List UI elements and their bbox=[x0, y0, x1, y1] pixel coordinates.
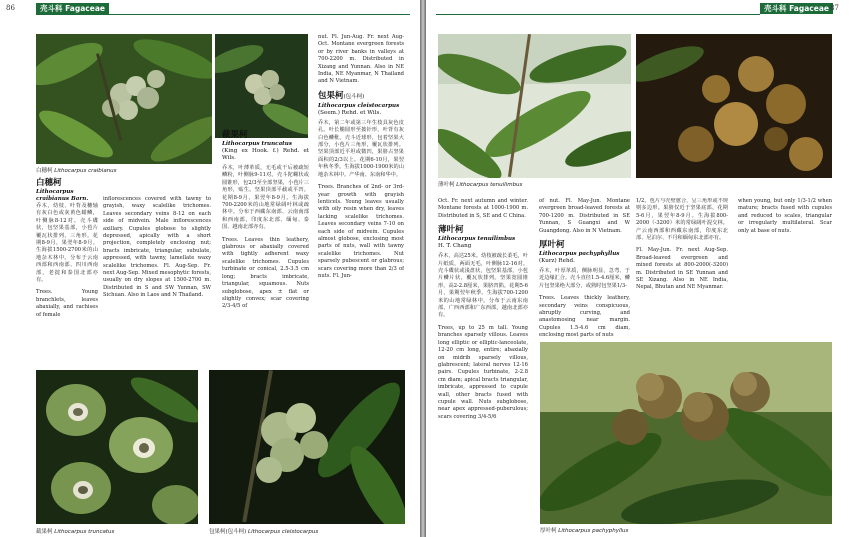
species-entry-pachyphyllus bbox=[539, 198, 630, 338]
description-chinese: 乔木，第二年或第三年生枝具灰色皮孔。叶长椭圆形至披针形，叶背有灰白色鳞秕。壳斗近球形，包着坚果大部分，小苞片三角形，覆瓦状排列。坚果顶部近平坦或微凹，果脐占坚果面积的2/3以上。花期6-10月，果翌年秋冬季。生海拔1000-1900米的山地杂木林中。产华南、东南和华中。 bbox=[318, 119, 404, 178]
photo-lithocarpus-pachyphyllus bbox=[540, 342, 832, 524]
right-page bbox=[426, 0, 849, 537]
species-latin-name: Lithocarpus pachyphyllus bbox=[539, 251, 620, 258]
running-header: 壳斗科 Fagaceae bbox=[36, 3, 109, 14]
description-english: Trees, up to 25 m tall. Young branches sparsely villous. Leaves long elliptic or elliptic-lanceolate, 12-20 cm long, entire; abaxially on midrib sparsely villous, glabrescent; lateral nerves 12-16 pairs. Cupules turbinate, 2-2.8 cm diam; apical bracts triangular, imbricate, appressed to cupule wall, other bracts fused with cupule wall. Nuts subglobose, near apex appressed-puberulous; scars covering 3/4-5/6 bbox=[438, 324, 528, 420]
text-column-4 bbox=[738, 198, 832, 338]
species-author: (Kurz) Rehd. bbox=[539, 258, 575, 265]
species-entry-truncatus bbox=[222, 126, 309, 366]
description-chinese: 乔木，幼枝、叶背及穗轴有灰白色或灰黄色蜡鳞，叶侧脉8-12对。壳斗碟状，包坚果基部，小苞片覆瓦状排列，三角形。花期8-9月，果翌年8-9月。生海拔1500-2700米的山地杂木林中。分布于云南西部和西南部、四川西南部，老挝和泰国北部亦有。 bbox=[36, 203, 98, 284]
species-latin-name: Lithocarpus cleistocarpus bbox=[318, 102, 400, 109]
photo-lithocarpus-cleistocarpus bbox=[209, 370, 405, 524]
photo-lithocarpus-craibianus-2 bbox=[215, 34, 308, 138]
species-chinese-name: 截果柯 bbox=[222, 130, 248, 140]
description-english: inflorescences covered with tawny to grayish, waxy scalelike trichomes. Leaves secondary veins 8-12 on each side of midvein. Male inflorescences axillary. Cupules globose to slightly depressed, apically with a short projection, completely enclosing nut; bracts imbricate, triangular, subulate, appressed, with tawny, lamellate waxy scalelike trichomes. Fl. Aug-Sep. Fr. next Aug-Sep. Mixed mesophytic forests, usually on dry slopes at 1500-2700 m. Distributed in S and SW Yunnan, SW Sichuan. Also in Laos and N Thailand. bbox=[103, 196, 211, 299]
species-chinese-name: 包果柯(包斗柯) bbox=[318, 90, 365, 101]
header-rule bbox=[436, 14, 760, 15]
species-entry-cleistocarpus bbox=[318, 34, 404, 366]
left-page bbox=[0, 0, 420, 537]
photo-caption: 包果柯(包斗柯) Lithocarpus cleistocarpus bbox=[209, 529, 319, 535]
photo-lithocarpus-craibianus-1 bbox=[36, 34, 212, 164]
photo-caption: 截果柯 Lithocarpus truncatus bbox=[36, 529, 115, 535]
description-english: Trees. Leaves thickly leathery, secondary veins conspicuous, abruptly curving, and anastomosing near margin. Cupules 1.5-4.6 cm diam, enclosing most parts of nuts bbox=[539, 295, 630, 338]
photo-caption: 薄叶柯 Lithocarpus tenuilimbus bbox=[438, 182, 523, 188]
page-number: 86 bbox=[6, 4, 15, 12]
species-chinese-name: 厚叶柯 bbox=[539, 240, 565, 251]
photo-lithocarpus-truncatus bbox=[36, 370, 198, 524]
species-latin-name: Lithocarpus tenuilimbus bbox=[438, 236, 516, 243]
text-column-2 bbox=[103, 196, 211, 366]
photo-lithocarpus-tenuilimbus-1 bbox=[438, 34, 631, 178]
description-english: when young, but only 1/3-1/2 when mature; bracts fused with cupules and reduced to scales, triangular or irregularly multilateral. Scar only at base of nuts. bbox=[738, 198, 832, 234]
description-chinese: 乔木，叶薄革质，无毛或干后被疏短鳞粉，叶侧脉9-11对。壳斗陀螺状或圆锥形，包2/3至全部坚果，小苞片三角形，贴生。坚果顶部平截或平凹。花期8-9月，果翌年8-9月。生海拔700-2200米的山地常绿阔叶林或疏林中。分布于西藏东南部、云南南部和西南部，印度东北部、缅甸、泰国、越南北部亦有。 bbox=[222, 165, 309, 231]
description-chinese: 乔木，叶厚革质，侧脉明显，急弯、于近边缘汇合。壳斗直径1.5-4.6厘米，鳞片包坚果绝大部分，或熟时包坚果1/3- bbox=[539, 268, 630, 289]
photo-caption: 厚叶柯 Lithocarpus pachyphyllus bbox=[540, 528, 629, 534]
description-english: Trees. Leaves thin leathery, glabrous or abaxially covered with tightly adherent waxy scalelike trichomes. Cupules turbinate or conical, 2.5-3.5 cm long; bracts imbricate, triangular, squamous. Nuts subglobose, apex ± flat or slightly convex; scar covering 2/3-4/5 of bbox=[222, 236, 309, 310]
header-rule bbox=[36, 14, 410, 15]
species-latin-name: Lithocarpus truncatus bbox=[222, 141, 292, 147]
description-chinese: 1/2。苞片与壳壁愈合，呈三角形或不规则多边形。果脐仅近于坚果底部。花期5-6月，果翌年8-9月。生海拔800-2000（-3200）米的常绿阔叶混交林。产云南西部和西藏东南部，印度东北部、尼泊尔、不丹和缅甸东北部亦有。 bbox=[636, 198, 728, 242]
species-author: H. T. Chang bbox=[438, 243, 472, 250]
page-number: 87 bbox=[830, 4, 839, 12]
description-chinese: 乔木，高达25米。幼枝被疏长柔毛，叶片纸质，两面无毛，叶侧脉12-16对。壳斗碟状或浅盘状，包坚果基部，小苞片鳞片状，覆瓦状排列。坚果宽圆锥形，高2-2.8厘米，果脐凹陷。花期5-6月，果期翌年秋季。生海拔700-1200米的山地常绿林中。分布于云南东南部、广西西部和广东西部，越南北部亦有。 bbox=[438, 253, 528, 319]
species-chinese-name: 白穗柯 bbox=[36, 178, 62, 188]
description-english: Trees. Branches of 2nd- or 3rd-year growth with grayish lenticels. Young leaves usually with oily resin when dry, leaves lacking scalelike trichomes. Leaves secondary veins 7-10 on each side of midvein. Cupules almost globose, enclosing most parts of nuts, wall with tawny scalelike trichomes. Nut sparsely pubescent or glabrous; scars covering more than 2/3 of nuts. Fl. Jun- bbox=[318, 184, 404, 279]
species-chinese-name: 薄叶柯 bbox=[438, 225, 464, 236]
description-english: nut. Fl. Jun-Aug. Fr. next Aug-Oct. Montane evergreen forests or by river banks in valleys at 700-2200 m. Distributed in Xizang and Yunnan. Also in NE India, NE Myanmar, N Thailand and N Vietnam. bbox=[318, 34, 404, 85]
text-column-3 bbox=[636, 198, 728, 338]
species-entry-craibianus bbox=[36, 174, 98, 364]
species-author: (Seem.) Rehd. et Wils. bbox=[318, 109, 382, 116]
running-header: 壳斗科 Fagaceae bbox=[760, 3, 833, 14]
description-english: of nut. Fl. May-Jun. Montane evergreen broad-leaved forests at 700-1200 m. Distributed in SE Yunnan, S Guangxi and W Guangdong. Also in N Vietnam. bbox=[539, 198, 630, 234]
photo-caption: 白穗柯 Lithocarpus craibianus bbox=[36, 168, 117, 174]
description-english: Trees. Young branchlets, leaves abaxially, and rachises of female bbox=[36, 289, 98, 318]
species-author: (King ex Hook. f.) Rehd. et Wils. bbox=[222, 148, 309, 161]
species-entry-tenuilimbus bbox=[438, 198, 528, 526]
description-english: Fl. May-Jun. Fr. next Aug-Sep. Broad-leaved evergreen and mixed forests at 800-2000(-3200) m. Distributed in SE Yunnan and SE Xizang. Also in NE India, Nepal, Bhutan and NE Myanmar. bbox=[636, 247, 728, 291]
description-english: Oct. Fr. next autumn and winter. Montane forests at 1000-1900 m. Distributed in S, SE and C China. bbox=[438, 198, 528, 219]
species-latin-name: Lithocarpus craibianus Barn. bbox=[36, 189, 89, 202]
photo-lithocarpus-tenuilimbus-2 bbox=[636, 34, 832, 178]
